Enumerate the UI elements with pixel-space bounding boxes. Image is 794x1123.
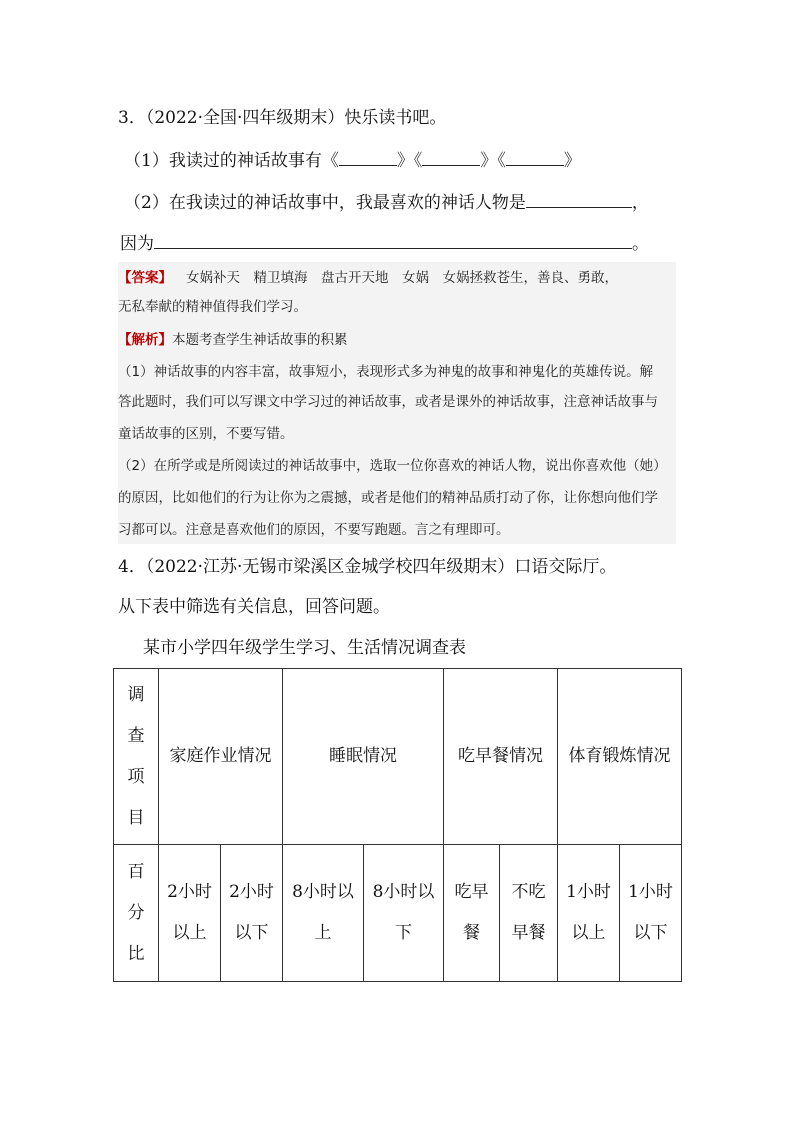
header-cell: 吃早餐情况	[444, 669, 558, 845]
answer-box	[118, 262, 676, 544]
reason-label: 因为	[120, 234, 154, 254]
answer-line-1	[118, 268, 618, 288]
analysis-p2-line-1: （2）在所学或是所阅读过的神话故事中，选取一位你喜欢的神话人物，说出你喜欢他（她）	[118, 458, 667, 474]
analysis-p1-line-2: 答此题时，我们可以写课文中学习过的神话故事，或者是课外的神话故事，注意神话故事与	[118, 394, 658, 410]
sub-cell: 8小时以下	[364, 845, 444, 982]
sub-cell: 2小时以下	[221, 845, 283, 982]
header-cell: 睡眠情况	[283, 669, 444, 845]
answer-tag: 【答案】	[118, 270, 172, 286]
reason-end: 。	[632, 234, 649, 254]
question-4-instruction: 从下表中筛选有关信息，回答问题。	[118, 597, 390, 617]
question-4-title: 4．（2022·江苏·无锡市梁溪区金城学校四年级期末）口语交际厅。	[118, 557, 617, 577]
analysis-p1-line-1: （1）神话故事的内容丰富，故事短小，表现形式多为神鬼的故事和神鬼化的英雄传说。解	[118, 364, 654, 380]
analysis-p1-line-3: 童话故事的区别，不要写错。	[118, 426, 294, 442]
part-1-separator: 》《	[396, 151, 423, 171]
analysis-intro: 本题考查学生神话故事的积累	[172, 332, 348, 348]
sub-cell: 1小时以上	[558, 845, 620, 982]
analysis-tag: 【解析】	[118, 332, 172, 348]
header-cell: 调查项目	[114, 669, 159, 845]
part-2-text: （2）在我读过的神话故事中，我最喜欢的神话人物是	[124, 193, 526, 213]
table-header-row	[114, 669, 682, 845]
analysis-p2-line-2: 的原因，比如他们的行为让你为之震撼，或者是他们的精神品质打动了你，让你想向他们学	[118, 490, 658, 506]
part-1-separator: 》《	[480, 151, 506, 171]
part-2-comma: ，	[631, 193, 649, 213]
question-3-part-1	[124, 147, 581, 173]
analysis-heading	[118, 330, 348, 350]
survey-table	[113, 668, 682, 982]
table-caption: 某市小学四年级学生学习、生活情况调查表	[143, 638, 466, 658]
answer-blank[interactable]	[506, 147, 564, 166]
row-label-cell: 百分比	[114, 845, 159, 982]
question-3-part-2-reason	[120, 230, 649, 256]
header-cell: 体育锻炼情况	[558, 669, 682, 845]
answer-blank[interactable]	[526, 189, 632, 208]
answer-line-2: 无私奉献的精神值得我们学习。	[118, 299, 307, 315]
analysis-p2-line-3: 习都可以。注意是喜欢他们的原因，不要写跑题。言之有理即可。	[118, 522, 510, 538]
part-1-suffix: 》	[563, 151, 581, 171]
sub-cell: 1小时以下	[620, 845, 682, 982]
table-data-row	[114, 845, 682, 982]
sub-cell: 吃早餐	[444, 845, 500, 982]
answer-blank[interactable]	[422, 147, 480, 166]
question-3-part-2	[124, 189, 649, 215]
answer-blank[interactable]	[339, 147, 397, 166]
sub-cell: 8小时以上	[283, 845, 364, 982]
part-1-prefix: （1）我读过的神话故事有《	[124, 151, 339, 171]
question-3-title: 3．（2022·全国·四年级期末）快乐读书吧。	[118, 108, 447, 128]
header-cell: 家庭作业情况	[159, 669, 283, 845]
sub-cell: 不吃早餐	[500, 845, 558, 982]
answer-text: 女娲补天 精卫填海 盘古开天地 女娲 女娲拯救苍生，善良、勇敢，	[186, 270, 618, 286]
answer-blank[interactable]	[154, 230, 632, 249]
sub-cell: 2小时以上	[159, 845, 221, 982]
